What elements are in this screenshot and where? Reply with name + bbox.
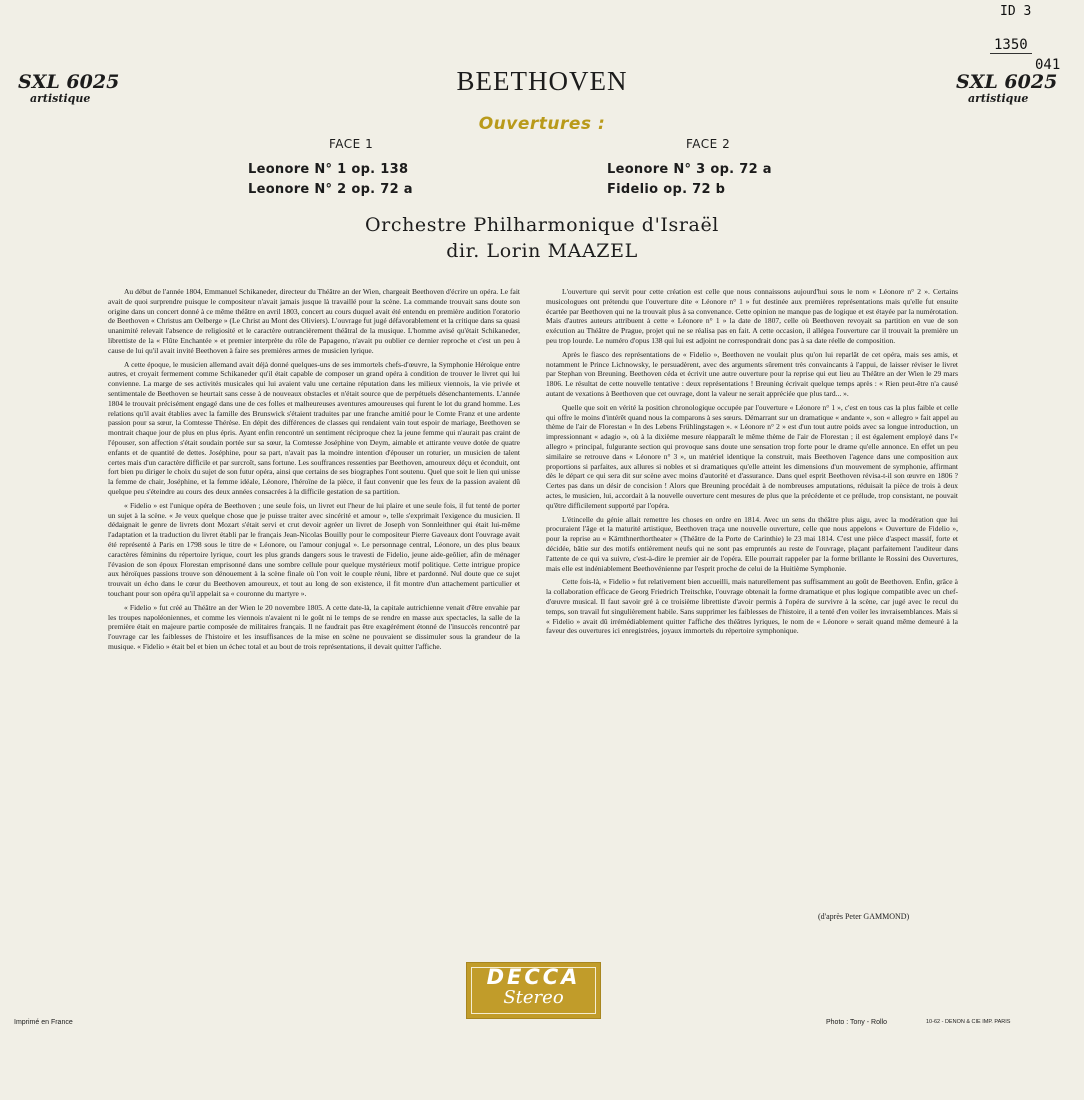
- handwritten-corner: ID 3: [1000, 4, 1032, 19]
- orchestra-name: Orchestre Philharmonique d'Israël: [365, 214, 719, 236]
- notes-paragraph: Après le fiasco des représentations de « Fidelio », Beethoven ne voulait plus qu'on lui reparlât de cet opéra, mais ses amis, et notamment le Prince Lichnowsky, le persuadèrent, avec des arguments sûrement très convaincants à l'appui, de laisser réviser le livret par Stephan von Breuning. Beethoven céda et écrivit une autre ouverture pour la reprise qui eut lieu au Théâtre an der Wien le 29 mars 1806. Le résultat de cette nouvelle tentative : deux représentations ! Breuning écrivait quelque temps après : « Rien peut-être n'a causé autant de vexations à Beethoven que cet ouvrage, dont la valeur ne serait appréciée que plus tard... ».: [546, 349, 958, 398]
- face1-track: Leonore N° 2 op. 72 a: [248, 182, 413, 197]
- catalog-label-left: artistique: [30, 92, 91, 105]
- notes-paragraph: A cette époque, le musicien allemand avait déjà donné quelques-uns de ses immortels chefs-d'œuvre, la Symphonie Héroïque entre autres, et croyait fermement comme Schikaneder qu'il était capable de composer un grand opéra à condition de trouver le livret qui lui convienne. La marge de ses activités musicales qui lui avaient valu une certaine réputation dans les milieux viennois, la vie privée et sentimentale de Beethoven se heurtait sans cesse à de nouveaux obstacles et n'était source que de perpétuels désenchantements. L'année 1804 le trouvait précisément engagé dans une de ces folles et malheureuses aventures amoureuses qui furent le lot du grand homme. Les relations qu'il avait établies avec la famille des Brunswick s'étaient traduites par une franche amitié pour le Comte Franz et une ardente passion pour sa sœur, la Comtesse Thérèse. En dépit des différences de classes qui rendaient vain tout espoir de mariage, Beethoven se montrait chaque jour de plus en plus épris. Ayant enfin rencontré un sentiment réciproque chez la jeune femme qui n'aurait pas craint de l'épouser, son affection s'était soudain portée sur sa sœur, la Comtesse Joséphine von Deym, aimable et attirante veuve dotée de quatre enfants et de quantité de dettes. Joséphine, pour sa part, n'avait pas la moindre intention d'épouser un roturier, un musicien de talent certes mais d'un caractère difficile et par surcroît, sans fortune. Les souffrances ressenties par Beethoven, amoureux déçu et éconduit, ont fort bien pu diriger le choix du sujet de son futur opéra, ainsi que certains de ses biographes l'ont soutenu. Quel que soit le lien qui unisse la femme de chair, Joséphine, et la femme idéale, Léonore, l'héroïne de la pièce, il faut convenir que les feux de la passion avaient dû quelque peu s'éteindre au cours des deux années consacrées à la difficile gestation de sa partition.: [108, 359, 520, 496]
- face1-track: Leonore N° 1 op. 138: [248, 162, 409, 177]
- footer-printer: 10-62 - DENON & CIE IMP. PARIS: [926, 1019, 1011, 1025]
- catalog-code-left: SXL 6025: [18, 71, 120, 93]
- work-title: Ouvertures :: [478, 114, 606, 134]
- logo-sub: Stereo: [503, 987, 564, 1008]
- footer-photo: Photo : Tony - Rollo: [826, 1019, 887, 1026]
- footer-printed: Imprimé en France: [14, 1019, 73, 1026]
- notes-credit: (d'après Peter GAMMOND): [818, 912, 910, 921]
- notes-paragraph: Quelle que soit en vérité la position chronologique occupée par l'ouverture « Léonore n° 1 », c'est en tous cas la plus faible et celle qui offre le moins d'intérêt quand nous la comparons à ses sœurs. Démarrant sur un dramatique « andante », son « allegro » fait appel au thème de l'air de Florestan « In des Lebens Frühlingstagen ». « Léonore n° 2 » est d'un tout autre poids avec sa longue introduction, un impressionnant « adagio », où à la dixième mesure réapparaît le même thème de l'air de Florestan ; il est également employé dans l'« allegro » principal, fulgurante section qui provoque sans doute une sensation trop forte pour le drame qu'elle annonce. En effet un peu similaire se retrouve dans « Léonore n° 3 », un matériel identique la construit, mais Beethoven l'agence dans une composition aux proportions si parfaites, aux allures si nobles et si dramatiques qu'elle atteint les dimensions d'un mouvement de symphonie, affirmant dès le départ ce qui sera dit sur scène avec moins d'autorité et d'assurance. Dans quel esprit Beethoven révisa-t-il son œuvre en 1806 ? Certes pas dans un désir de concision ! Alors que Breuning procédait à de nombreuses amputations, réduisait la pièce de trois à deux actes, le musicien, lui, accordait à la nouvelle ouverture cent mesures de plus que la précédente et ce prélude, trop consistant, ne pouvait qu'être difficilement supporté par l'opéra.: [546, 402, 958, 510]
- notes-left-column: [108, 287, 520, 656]
- notes-paragraph: Cette fois-là, « Fidelio » fut relativement bien accueilli, mais naturellement pas suffisamment au goût de Beethoven. Enfin, grâce à la collaboration efficace de Georg Friedrich Treitschke, l'ouvrage obtenait la forme dramatique et plus logique compatible avec un chef-d'œuvre musical. Il faut savoir gré à ce troisième librettiste d'avoir permis à l'opéra de survivre à la scène, car jugé avec le recul du temps, son travail fut singulièrement habile. Sans supprimer les faiblesses de l'histoire, il a tenté d'en voiler les invraisemblances. Mais si « Fidelio » avait dû irrémédiablement quitter l'affiche des théâtres lyriques, le nom de « Léonore » serait quand même demeuré à la faveur des ouvertures ici enregistrées, joyaux immortels du répertoire symphonique.: [546, 577, 958, 636]
- face1-tracks: [248, 160, 413, 200]
- handwritten-number-1: 1350: [990, 37, 1032, 54]
- conductor-name: dir. Lorin MAAZEL: [446, 240, 638, 262]
- composer-title: BEETHOVEN: [456, 66, 628, 96]
- face2-track: Leonore N° 3 op. 72 a: [607, 162, 772, 177]
- notes-paragraph: « Fidelio » fut créé au Théâtre an der Wien le 20 novembre 1805. A cette date-là, la capitale autrichienne venait d'être envahie par les troupes napoléoniennes, et comme les viennois n'avaient ni le goût ni le temps de se rendre en masse aux spectacles, la salle de la première était en majeure partie composée de militaires français. Il ne faudrait pas être exagérément étonné de l'insuccès rencontré par l'ouvrage car les faiblesses de l'histoire et les insuffisances de la mise en scène ne pouvaient se dissimuler sous la grandeur de la musique. « Fidelio » était bel et bien un échec total et au bout de trois représentations, il devait quitter l'affiche.: [108, 602, 520, 651]
- catalog-code-right: SXL 6025: [956, 71, 1058, 93]
- face2-track: Fidelio op. 72 b: [607, 182, 726, 197]
- face2-title: FACE 2: [686, 137, 731, 151]
- notes-right-column: [546, 287, 958, 640]
- face2-tracks: [607, 160, 772, 200]
- notes-paragraph: L'ouverture qui servit pour cette création est celle que nous connaissons aujourd'hui sous le nom « Léonore n° 2 ». Certains musicologues ont prétendu que l'ouverture dite « Léonore n° 1 » fut destinée aux premières représentations mais qu'elle fut ensuite écartée par Beethoven qui ne la trouvait plus à sa convenance. Cette opinion ne manque pas de logique et est étayée par la numérotation. Mais d'autres auteurs attribuent à cette « Léonore n° 1 » la date de 1807, celle où Beethoven revoyait sa partition en vue de son exécution au Théâtre de Prague, projet qui ne se réalisa pas en fait. A cette occasion, il allégea l'ouverture car il trouvait la première un peu trop lourde. Le numéro d'opus 138 qui lui est adjoint ne correspondrait donc pas à sa date réelle de composition.: [546, 287, 958, 345]
- decca-logo: [467, 963, 600, 1018]
- face1-title: FACE 1: [329, 137, 374, 151]
- catalog-label-right: artistique: [968, 92, 1029, 105]
- logo-brand: DECCA: [486, 965, 581, 989]
- notes-paragraph: « Fidelio » est l'unique opéra de Beethoven ; une seule fois, un livret eut l'heur de lui plaire et une seule fois, il fut tenté de porter un sujet à la scène. « Je veux quelque chose que je puisse traiter avec sincérité et amour », telle s'exprimait l'exigence du musicien. Il dédaignait le genre de livrets dont Mozart s'était servi et crut devoir agréer un livret de Joseph von Sonnleithner qui était lui-même l'adaptation et la traduction du livret établi par le français Jean-Nicolas Bouilly pour le compositeur Pierre Gaveaux dont l'ouvrage avait été représenté à Paris en 1798 sous le titre de « Léonore, ou l'amour conjugal ». Le personnage central, Léonore, un des plus beaux caractères féminins du répertoire lyrique, court les plus grands dangers sous le travesti de Fidelio, jeune aide-geôlier, afin de ménager l'évasion de son époux Florestan emprisonné dans une sombre cellule pour quelque mystérieux motif politique. Cette intrigue propice aux héroïques passions trouve son dénouement à la scène finale où l'on voit le couple réuni, libre et pardonné. Nul doute que ce sujet trouvait un écho dans le cœur du Beethoven amoureux, et tout au long de son existence, il fit montre d'un attachement particulier et touchant pour son opéra qu'il appelait sa « couronne du martyre ».: [108, 500, 520, 598]
- notes-paragraph: Au début de l'année 1804, Emmanuel Schikaneder, directeur du Théâtre an der Wien, chargeait Beethoven d'écrire un opéra. Le fait avait de quoi surprendre puisque le compositeur n'avait jamais jusque là travaillé pour la scène. La commande trouvait sans doute son origine dans un concert donné à ce même théâtre en avril 1803, concert au cours duquel avait été entendu en première audition l'oratorio de Beethoven « Christus am Oelberge » (Le Christ au Mont des Oliviers). L'ouvrage fut jugé défavorablement et la critique dans sa quasi unanimité relevait l'absence de religiosité et le caractère outrancièrement théâtral de la musique. L'homme avisé qu'était Schikaneder, librettiste de la « Flûte Enchantée » et premier interprète du rôle de Papageno, n'avait pu oublier ce dernier reproche et c'est un peu à cause de lui qu'il avait invité Beethoven à faire ses premières armes de musicien lyrique.: [108, 287, 520, 355]
- handwritten-number-2: 041: [1035, 57, 1061, 73]
- notes-paragraph: L'étincelle du génie allait remettre les choses en ordre en 1814. Avec un sens du théâtre plus aigu, avec la modération que lui procuraient l'âge et la maturité artistique, Beethoven traça une nouvelle ouverture, celle que nous appelons « Ouverture de Fidelio », pour la reprise au « Kärnthnerthortheater » (Théâtre de la Porte de Carinthie) le 23 mai 1814. C'est une pièce d'aspect massif, forte et décidée, bâtie sur des motifs entièrement neufs qui ne sont pas empruntés au reste de l'ouvrage, plaçant parfaitement l'auditeur dans l'attente de ce qui va suivre, c'est-à-dire le premier air de l'opéra. Elle pourrait rappeler par la forme brillante le Rossini des Ouvertures, mais elle est indéniablement Beethovénienne par l'esprit proche de celui de la Huitième Symphonie.: [546, 514, 958, 573]
